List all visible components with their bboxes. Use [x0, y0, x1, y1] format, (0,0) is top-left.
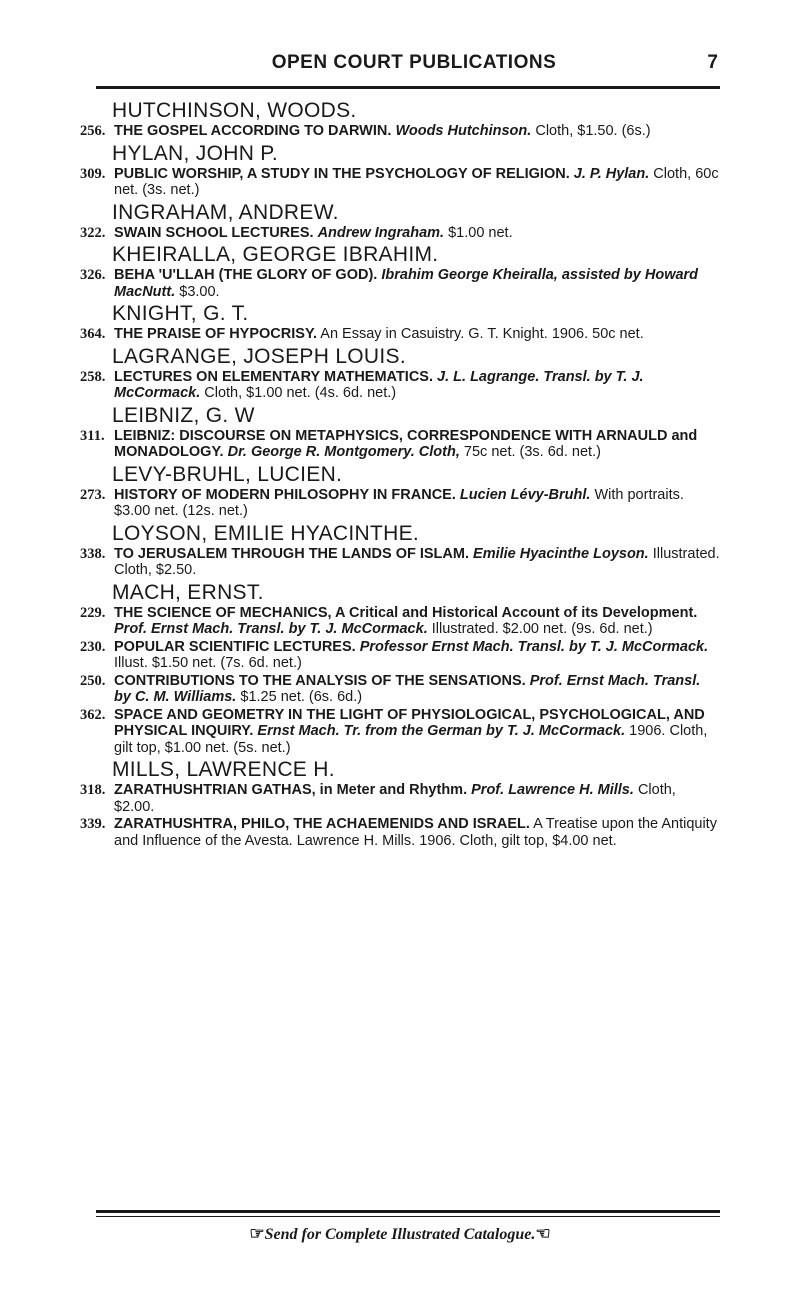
entry-title: POPULAR SCIENTIFIC LECTURES. [114, 638, 356, 655]
entry-number: 250. [80, 672, 106, 689]
entry-title: ZARATHUSHTRIAN GATHAS, in Meter and Rhythm. [114, 782, 468, 798]
catalog-entry [80, 782, 720, 815]
catalog-entry [80, 225, 720, 242]
catalog-entry [80, 487, 720, 520]
entry-number: 273. [80, 486, 106, 503]
entry-details: Cloth, 60c net. (3s. net.) [114, 165, 719, 198]
entry-author-credit: Professor Ernst Mach. Transl. by T. J. McCormack. [359, 638, 709, 655]
entry-details: Illustrated. Cloth, $2.50. [114, 545, 720, 578]
entry-details: With portraits. $3.00 net. (12s. net.) [114, 486, 684, 519]
entry-title: THE SCIENCE OF MECHANICS, A Critical and Historical Account of its Development. [114, 604, 698, 621]
entry-title: THE PRAISE OF HYPOCRISY. [114, 326, 318, 342]
entry-number: 318. [80, 782, 106, 798]
entry-author-credit: Prof. Ernst Mach. Transl. by C. M. Williams. [114, 672, 701, 705]
author-heading: MILLS, LAWRENCE H. [112, 758, 335, 781]
catalog-entry [80, 707, 720, 757]
catalog-listing [80, 98, 720, 850]
entry-title: THE GOSPEL ACCORDING TO DARWIN. [114, 123, 392, 139]
author-heading: LAGRANGE, JOSEPH LOUIS. [112, 344, 406, 368]
entry-number: 364. [80, 326, 106, 342]
pointing-hand-left-icon: ☜ [535, 1224, 551, 1243]
entry-number: 229. [80, 604, 106, 621]
catalog-entry [80, 428, 720, 461]
entry-title: LEIBNIZ: DISCOURSE ON METAPHYSICS, CORRESPONDENCE WITH ARNAULD and MONADOLOGY. [114, 427, 698, 460]
entry-details: Cloth, $1.50. (6s.) [535, 123, 651, 139]
entry-author-credit: Lucien Lévy-Bruhl. [459, 486, 591, 503]
entry-author-credit: Emilie Hyacinthe Loyson. [473, 545, 649, 562]
entry-details: Illust. $1.50 net. (7s. 6d. net.) [114, 655, 302, 671]
entry-author-credit: Andrew Ingraham. [317, 224, 445, 241]
entry-number: 322. [80, 224, 106, 241]
catalog-entry [80, 639, 720, 672]
header-rule [96, 86, 720, 89]
entry-number: 258. [80, 368, 106, 385]
author-heading: KNIGHT, G. T. [112, 302, 249, 325]
entry-author-credit: Ibrahim George Kheiralla, assisted by Howard MacNutt. [114, 267, 699, 300]
entry-author-credit: J. P. Hylan. [573, 165, 650, 182]
entry-title: SPACE AND GEOMETRY IN THE LIGHT OF PHYSIOLOGICAL, PSYCHOLOGICAL, AND PHYSICAL INQUIRY. [114, 706, 705, 739]
entry-author-credit: Prof. Lawrence H. Mills. [471, 782, 634, 798]
entry-author-credit: J. L. Lagrange. Transl. by T. J. McCormack. [114, 368, 644, 401]
entry-author-credit: Prof. Ernst Mach. Transl. by T. J. McCormack. [114, 621, 428, 637]
catalog-entry [80, 673, 720, 706]
author-heading: KHEIRALLA, GEORGE IBRAHIM. [112, 243, 439, 266]
entry-details: Cloth, $2.00. [114, 782, 676, 815]
catalog-entry [80, 326, 720, 343]
entry-details: A Treatise upon the Antiquity and Influence of the Avesta. Lawrence H. Mills. 1906. Cloth, gilt top, $4.00 net. [114, 816, 717, 849]
catalog-entry [80, 605, 720, 638]
entry-number: 326. [80, 267, 106, 283]
entry-details: $3.00. [179, 283, 220, 300]
footer-notice [0, 1224, 800, 1244]
entry-author-credit: Ernst Mach. Tr. from the German by T. J. McCormack. [257, 723, 626, 739]
catalog-entry [80, 123, 720, 140]
entry-number: 311. [80, 427, 105, 444]
footer-rule [96, 1210, 720, 1213]
entry-number: 230. [80, 638, 106, 655]
catalog-entry [80, 166, 720, 199]
footer-rule-thin [96, 1216, 720, 1217]
entry-title: ZARATHUSHTRA, PHILO, THE ACHAEMENIDS AND ISRAEL. [114, 816, 530, 832]
pointing-hand-right-icon: ☞ [249, 1224, 265, 1243]
entry-details: $1.25 net. (6s. 6d.) [240, 689, 363, 705]
catalog-entry [80, 546, 720, 579]
entry-details: Cloth, $1.00 net. (4s. 6d. net.) [204, 385, 397, 401]
catalog-entry [80, 816, 720, 849]
catalog-entry [80, 267, 720, 300]
entry-title: PUBLIC WORSHIP, A STUDY IN THE PSYCHOLOGY OF RELIGION. [114, 165, 570, 182]
author-heading: LEIBNIZ, G. W [112, 403, 255, 427]
entry-title: HISTORY OF MODERN PHILOSOPHY IN FRANCE. [114, 486, 456, 503]
entry-number: 339. [80, 816, 106, 832]
running-title: OPEN COURT PUBLICATIONS [271, 52, 557, 73]
author-heading: LOYSON, EMILIE HYACINTHE. [112, 521, 420, 545]
page-number: 7 [707, 52, 718, 73]
entry-title: TO JERUSALEM THROUGH THE LANDS OF ISLAM. [114, 545, 469, 562]
entry-details: 75c net. (3s. 6d. net.) [463, 444, 601, 460]
entry-title: CONTRIBUTIONS TO THE ANALYSIS OF THE SENSATIONS. [114, 672, 526, 689]
entry-number: 362. [80, 706, 106, 723]
entry-title: SWAIN SCHOOL LECTURES. [114, 224, 314, 241]
entry-details: Illustrated. $2.00 net. (9s. 6d. net.) [431, 621, 653, 637]
entry-details: $1.00 net. [448, 224, 513, 241]
page-header [110, 50, 718, 80]
author-heading: MACH, ERNST. [112, 580, 264, 604]
entry-author-credit: Woods Hutchinson. [395, 123, 532, 139]
author-heading: HYLAN, JOHN P. [112, 141, 279, 165]
author-heading: LEVY-BRUHL, LUCIEN. [112, 462, 343, 486]
entry-number: 338. [80, 545, 106, 562]
author-heading: HUTCHINSON, WOODS. [112, 99, 357, 122]
footer-text: Send for Complete Illustrated Catalogue. [264, 1226, 536, 1243]
entry-author-credit: Dr. George R. Montgomery. Cloth, [227, 444, 460, 460]
catalog-entry [80, 369, 720, 402]
entry-title: BEHA 'U'LLAH (THE GLORY OF GOD). [114, 267, 378, 283]
entry-details: An Essay in Casuistry. G. T. Knight. 1906. 50c net. [320, 326, 644, 342]
entry-details: 1906. Cloth, gilt top, $1.00 net. (5s. net.) [114, 723, 708, 756]
author-heading: INGRAHAM, ANDREW. [112, 200, 339, 224]
entry-number: 256. [80, 123, 106, 139]
entry-number: 309. [80, 165, 106, 182]
entry-title: LECTURES ON ELEMENTARY MATHEMATICS. [114, 368, 433, 385]
